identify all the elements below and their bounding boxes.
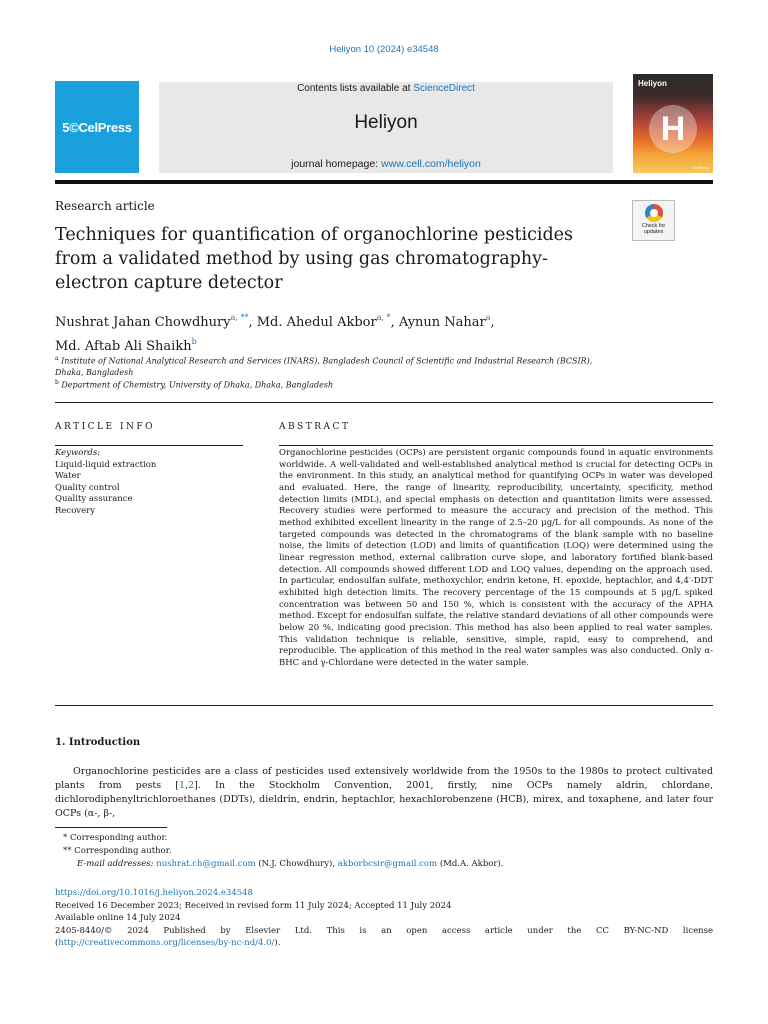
- author-separator: ,: [248, 315, 257, 330]
- author-name: Md. Aftab Ali Shaikh: [55, 339, 192, 354]
- author-separator: ,: [390, 315, 399, 330]
- keywords-label: Keywords:: [55, 448, 101, 458]
- paren: (: [55, 938, 59, 949]
- email-line: [55, 858, 713, 871]
- abstract-rule: [279, 445, 713, 446]
- keyword-item: Quality assurance: [55, 494, 133, 504]
- paren: ).: [274, 938, 281, 949]
- keywords-block: [55, 448, 245, 517]
- check-for-updates-badge[interactable]: [632, 200, 675, 241]
- email-owner: (Md.A. Akbor).: [437, 859, 504, 870]
- intro-text: ]. In the Stockholm Convention, 2001, firstly, nine OCPs namely aldrin, chlordane, dichlorodiphenyltrichloroethanes (DDTs), dieldrin, endrin, heptachlor, hexachlorobenzene (HCB), mirex, and toxaphene, and later four OCPs (α-, β-,: [55, 780, 713, 819]
- author-name: Md. Ahedul Akbor: [256, 315, 377, 330]
- contents-prefix: Contents lists available at: [297, 83, 414, 94]
- check-for-updates-label: Check for updates: [641, 223, 666, 235]
- email-label: E-mail addresses:: [77, 859, 154, 870]
- license-statement: 2405-8440/© 2024 Published by Elsevier Ltd. This is an open access article under the CC BY-NC-ND license: [55, 925, 713, 936]
- doi-link[interactable]: https://doi.org/10.1016/j.heliyon.2024.e34548: [55, 888, 253, 898]
- cellpress-logo[interactable]: [55, 81, 139, 173]
- affiliation-a: [55, 353, 615, 378]
- contents-line: [159, 83, 613, 94]
- header-divider: [55, 180, 713, 184]
- keyword-item: Liquid-liquid extraction: [55, 459, 157, 470]
- author-affiliation-mark[interactable]: a, **: [230, 313, 249, 322]
- email-link[interactable]: akborbcsir@gmail.com: [337, 859, 438, 870]
- cellpress-logo-text: 5©CelPress: [62, 119, 132, 135]
- author-affiliation-mark[interactable]: a: [485, 313, 491, 322]
- cover-emblem: [649, 105, 697, 153]
- footnotes: [55, 832, 713, 872]
- citation-link[interactable]: 2: [188, 780, 195, 791]
- email-link[interactable]: nushrat.ch@gmail.com: [156, 859, 256, 870]
- author-separator: ,: [490, 315, 495, 330]
- corresponding-author-note: * Corresponding author.: [63, 833, 168, 843]
- intro-text: Organochlorine pesticides are a class of pesticides used extensively worldwide from the 1950s to the 1980s to protect cultivated plants from pests [: [55, 766, 713, 791]
- affiliation-mark: b: [55, 379, 59, 386]
- email-owner: (N.J. Chowdhury),: [255, 859, 338, 870]
- affiliation-text: Institute of National Analytical Research and Services (INARS), Bangladesh Council of Scientific and Industrial Research (BCSIR), Dhaka, Bangladesh: [55, 356, 593, 377]
- article-info-heading: ARTICLE INFO: [55, 422, 156, 432]
- author-name: Nushrat Jahan Chowdhury: [55, 315, 231, 330]
- journal-name: Heliyon: [354, 112, 418, 133]
- cover-publisher: CellPress: [691, 165, 709, 170]
- article-type: Research article: [55, 199, 155, 213]
- journal-homepage-line: [159, 158, 613, 170]
- sciencedirect-link[interactable]: ScienceDirect: [413, 83, 475, 94]
- author-list: [55, 308, 655, 356]
- journal-homepage-link[interactable]: www.cell.com/heliyon: [381, 158, 481, 170]
- license-link[interactable]: http://creativecommons.org/licenses/by-nc-nd/4.0/: [58, 938, 275, 949]
- license-url-line: [55, 937, 713, 950]
- article-title: Techniques for quantification of organochlorine pesticides from a validated method by using gas chromatography-electron capture detector: [55, 225, 574, 293]
- cover-title: Heliyon: [638, 79, 667, 88]
- journal-cover-image[interactable]: [633, 74, 713, 173]
- affiliation-text: Department of Chemistry, University of Dhaka, Dhaka, Bangladesh: [61, 380, 334, 390]
- author-affiliation-mark[interactable]: b: [191, 337, 197, 346]
- journal-reference[interactable]: Heliyon 10 (2024) e34548: [329, 44, 439, 55]
- introduction-heading: 1. Introduction: [55, 737, 141, 748]
- affiliation-divider: [55, 402, 713, 403]
- keyword-item: Water: [55, 471, 81, 481]
- article-dates: Received 16 December 2023; Received in revised form 11 July 2024; Accepted 11 July 2024: [55, 900, 452, 911]
- abstract-text: Organochlorine pesticides (OCPs) are persistent organic compounds found in aquatic environments worldwide. A well-validated and well-established analytical method is crucial for detecting OCPs in the environment. In this study, an analytical method for quantifying OCPs in water was developed and evaluated. Here, the range of linearity, reproducibility, uncertainty, specificity, method detection limits (MDL), and special emphasis on detection and quantitation limits were assessed. Recovery studies were performed to measure the accuracy and precision of the method. This method exhibited excellent linearity in the range of 2.5–20 μg/L for all compounds. As none of the targeted compounds was detected in the chromatograms of the blank sample with no baseline noise, the limits of detection (LOD) and limits of quantification (LOQ) were determined using the linear regression method, external calibration curve slope, and laboratory fortified blank-based detection. All compounds showed different LOD and LOQ values, depending on the approach used. In particular, endosulfan sulfate, methoxychlor, endrin ketone, H. epoxide, heptachlor, and 4,4′-DDT exhibited high detection limits. The recovery percentage of the 15 compounds at 5 μg/L spiked concentration was between 50 and 150 %, which is consistent with the accuracy of the APHA method. Except for endosulfan sulfate, the relative standard deviations of all other compounds were below 20 %, indicating good precision. This method has also been applied to real water samples. This validation technique is reliable, sensitive, simple, rapid, easy to comprehend, and reproducible. The application of this method in the real water samples was also conducted. Only α-BHC and γ-Chlordane were detected in the water sample.: [279, 448, 713, 668]
- abstract-heading: ABSTRACT: [279, 422, 351, 432]
- footnote-divider: [55, 827, 167, 828]
- author-affiliation-mark[interactable]: a, *: [376, 313, 391, 322]
- keyword-item: Quality control: [55, 482, 120, 493]
- keyword-item: Recovery: [55, 505, 96, 516]
- affiliation-mark: a: [55, 355, 59, 362]
- abstract-end-divider: [55, 705, 713, 706]
- corresponding-author-note: ** Corresponding author.: [63, 846, 172, 857]
- available-online: Available online 14 July 2024: [55, 913, 181, 924]
- article-info-rule: [55, 445, 243, 446]
- cover-letter: H: [660, 109, 686, 148]
- author-name: Aynun Nahar: [398, 315, 486, 330]
- citation-link[interactable]: 1: [179, 780, 186, 791]
- homepage-prefix: journal homepage:: [291, 158, 382, 170]
- introduction-paragraph: [55, 765, 713, 821]
- affiliation-b: [55, 377, 615, 391]
- crossmark-icon: [645, 204, 663, 222]
- article-metadata: [55, 887, 713, 950]
- citation-separator: ,: [185, 780, 189, 791]
